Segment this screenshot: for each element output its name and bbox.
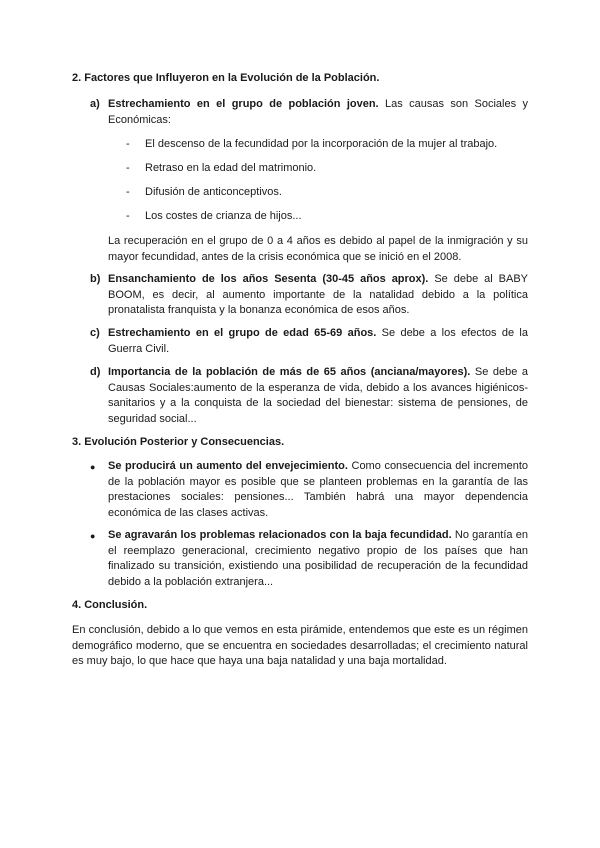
item-a-text: [108, 97, 528, 128]
dash-3: -: [126, 186, 130, 198]
list-item-1: El descenso de la fecundidad por la incorporación de la mujer al trabajo.: [145, 138, 498, 150]
item-a-title: Estrechamiento en el grupo de población joven.: [108, 98, 379, 110]
item-b-title: Ensanchamiento de los años Sesenta (30-45 años aprox).: [108, 273, 429, 285]
bullet-1-title: Se producirá un aumento del envejecimiento.: [108, 460, 348, 472]
dash-1: -: [126, 138, 130, 150]
bullet-2: ●: [90, 531, 96, 541]
item-c-title: Estrechamiento en el grupo de edad 65-69 años.: [108, 327, 377, 339]
section-4-heading: 4. Conclusión.: [72, 599, 148, 611]
item-b-text: [108, 272, 528, 319]
item-b-body: Se debe al BABY BOOM, es decir, al aumento importante de la natalidad debido a la política pronatalista franquista y la bonanza económica de esos años.: [108, 273, 528, 316]
item-d-body: Se debe a Causas Sociales:aumento de la esperanza de vida, debido a los avances higiénicos-sanitarios y a la conquista de la sociedad del bienestar: sistema de pensiones, de seguridad social...: [108, 366, 529, 425]
item-d-title: Importancia de la población de más de 65 años (anciana/mayores).: [108, 366, 471, 378]
conclusion-text: En conclusión, debido a lo que vemos en esta pirámide, entendemos que este es un régimen demográfico moderno, que se encuentra en sociedades desarrolladas; el crecimiento natural es muy bajo, lo que hace que haya una baja natalidad y una baja mortalidad.: [72, 624, 528, 667]
item-d-label: d): [90, 366, 101, 378]
item-a-body: Las causas son Sociales y Económicas:: [108, 98, 528, 126]
item-a-note: La recuperación en el grupo de 0 a 4 años es debido al papel de la inmigración y su mayor fecundidad, antes de la crisis económica que se inició en el 2008.: [108, 235, 528, 263]
section-2-heading: 2. Factores que Influyeron en la Evolución de la Población.: [72, 72, 380, 84]
bullet-2-text: [108, 528, 528, 590]
list-item-4: Los costes de crianza de hijos...: [145, 210, 302, 222]
bullet-1: ●: [90, 462, 96, 472]
item-a-label: a): [90, 98, 100, 110]
bullet-1-body: Como consecuencia del incremento de la población mayor es posible que se planteen problemas en la garantía de las prestaciones sociales: pensiones... También habrá una mayor dependencia económica de las clases activas.: [108, 460, 529, 519]
item-d-text: [108, 365, 528, 427]
dash-2: -: [126, 162, 130, 174]
item-c-label: c): [90, 327, 100, 339]
list-item-3: Difusión de anticonceptivos.: [145, 186, 282, 198]
item-c-text: [108, 326, 528, 357]
item-c-body: Se debe a los efectos de la Guerra Civil.: [108, 327, 528, 355]
bullet-1-text: [108, 459, 528, 521]
dash-4: -: [126, 210, 130, 222]
list-item-2: Retraso en la edad del matrimonio.: [145, 162, 317, 174]
bullet-2-title: Se agravarán los problemas relacionados con la baja fecundidad.: [108, 529, 452, 541]
section-3-heading: 3. Evolución Posterior y Consecuencias.: [72, 436, 285, 448]
item-b-label: b): [90, 273, 101, 285]
bullet-2-body: No garantía en el reemplazo generacional, crecimiento negativo propio de los países que han finalizado su transición, existiendo una posibilidad de recuperación de la fecundidad debido a la población extranjera...: [108, 529, 528, 588]
